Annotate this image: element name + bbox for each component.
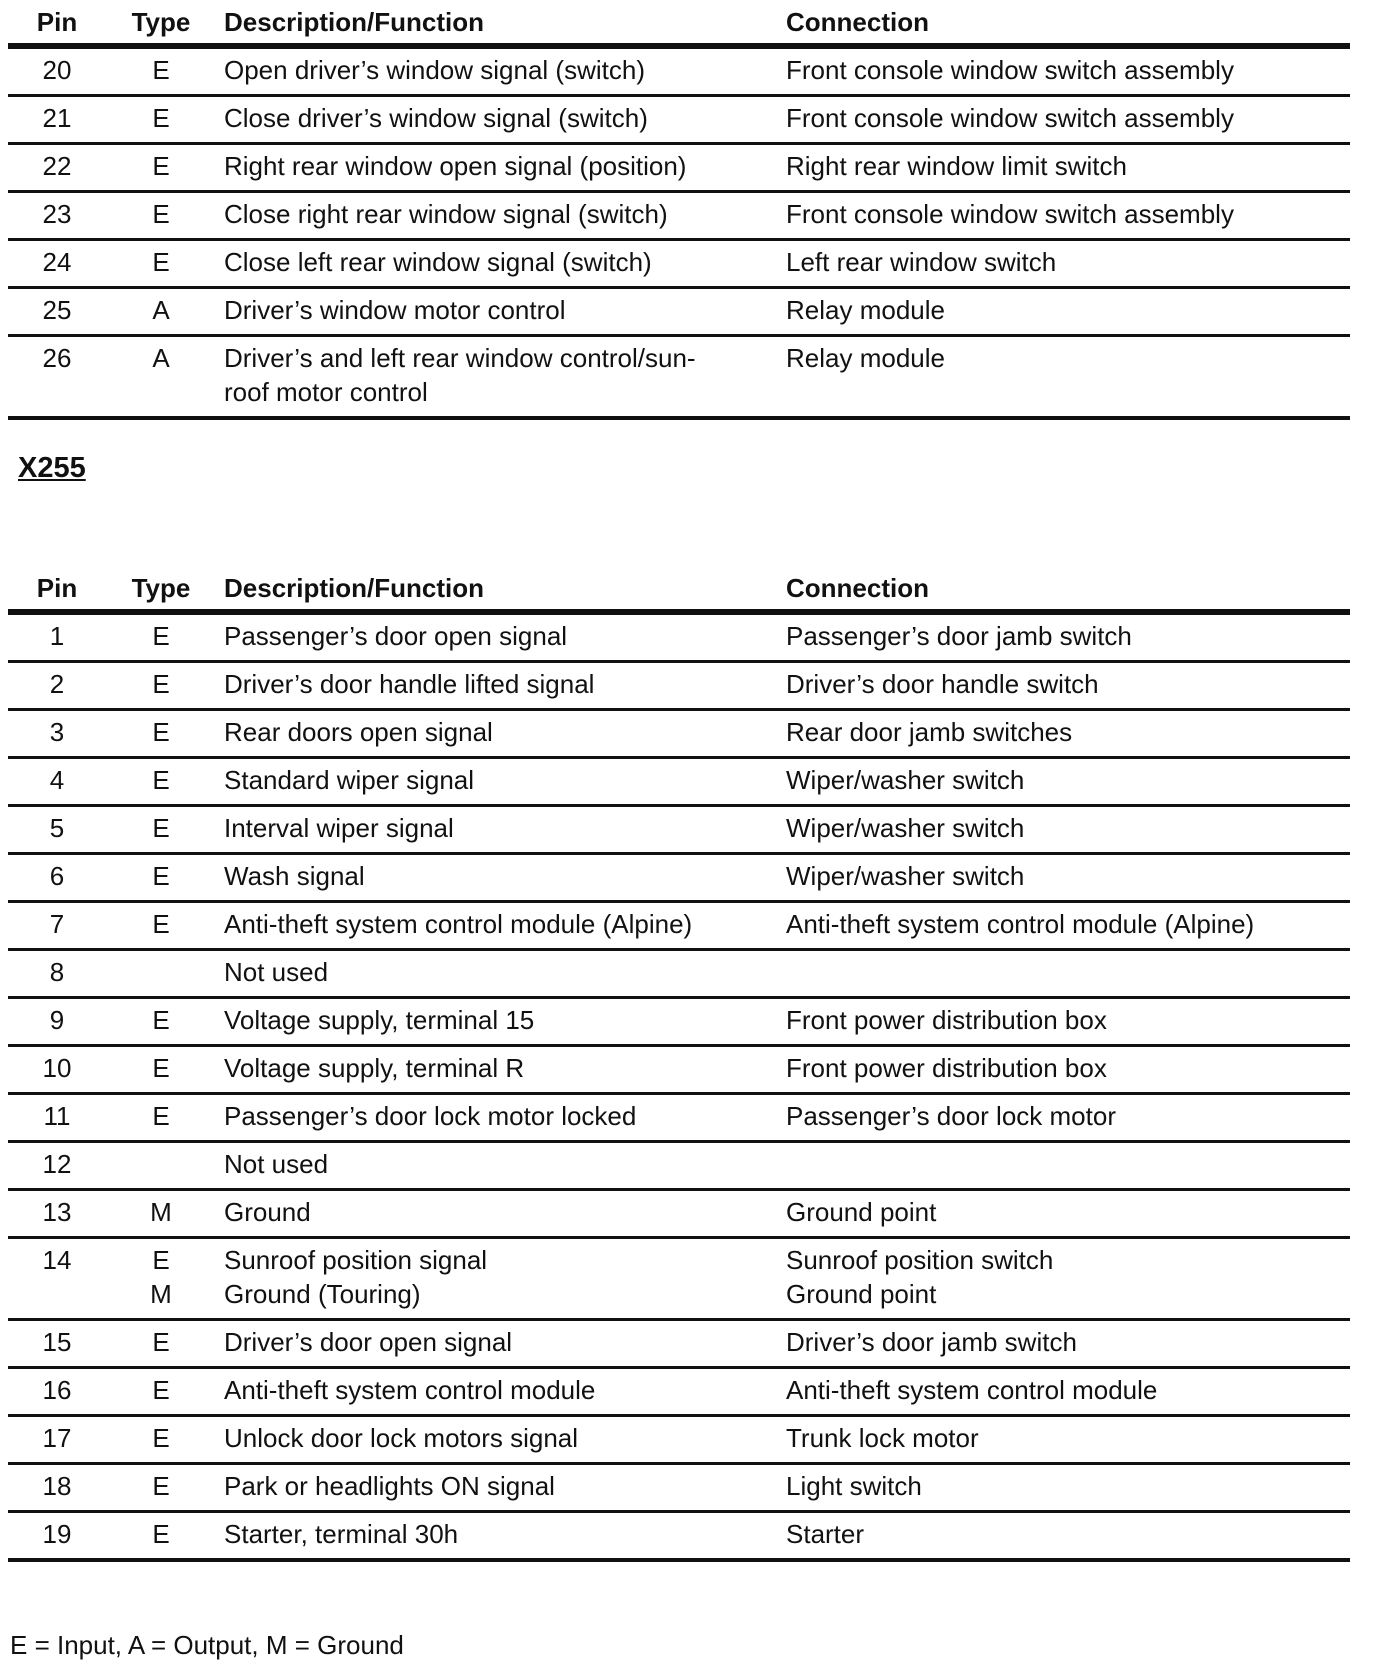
pin-connection: Wiper/washer switch [776,806,1350,854]
pin-type: E [106,710,216,758]
pin-description: Anti-theft system control module (Alpine) [216,902,776,950]
pin-connection-line: Sunroof position switch [786,1245,1054,1275]
pin-type [106,1142,216,1190]
pin-connection: Passenger’s door jamb switch [776,612,1350,662]
pin-connection: Ground point [776,1190,1350,1238]
table-row [8,46,1350,96]
pin-description-line: Ground (Touring) [224,1279,421,1309]
pin-number: 3 [8,710,106,758]
table-row [8,612,1350,662]
pin-number: 8 [8,950,106,998]
pin-type: E [106,1512,216,1561]
pin-number: 5 [8,806,106,854]
table-row [8,1320,1350,1368]
pin-type: E [106,96,216,144]
pin-connection: Anti-theft system control module [776,1368,1350,1416]
header-type: Type [106,566,216,612]
pin-description: Open driver’s window signal (switch) [216,46,776,96]
type-legend: E = Input, A = Output, M = Ground [10,1630,404,1660]
table-row [8,1368,1350,1416]
pin-description: Rear doors open signal [216,710,776,758]
pin-number: 4 [8,758,106,806]
pin-number: 10 [8,1046,106,1094]
pin-number: 22 [8,144,106,192]
pin-number: 20 [8,46,106,96]
pin-connection: Relay module [776,288,1350,336]
table-row [8,1190,1350,1238]
pin-type: E [106,1464,216,1512]
table-row [8,854,1350,902]
pin-description: Ground [216,1190,776,1238]
pin-type: E [106,806,216,854]
table-row [8,1512,1350,1561]
pin-number: 1 [8,612,106,662]
pin-description-line: roof motor control [224,377,428,407]
pin-number: 15 [8,1320,106,1368]
pin-connection: Driver’s door jamb switch [776,1320,1350,1368]
pin-type: E [106,998,216,1046]
pin-type: E [106,1416,216,1464]
pin-type: A [106,336,216,419]
pin-type: E [106,902,216,950]
pin-connection: Passenger’s door lock motor [776,1094,1350,1142]
table-row [8,950,1350,998]
pin-description: Starter, terminal 30h [216,1512,776,1561]
pin-connection: Front power distribution box [776,1046,1350,1094]
table-row [8,902,1350,950]
pin-number: 16 [8,1368,106,1416]
pin-description: Right rear window open signal (position) [216,144,776,192]
pin-type: E [106,1368,216,1416]
pin-connection: Wiper/washer switch [776,854,1350,902]
pin-table-continued [8,0,1350,420]
table-row [8,1046,1350,1094]
header-type: Type [106,0,216,46]
pin-number: 7 [8,902,106,950]
pin-number: 26 [8,336,106,419]
header-pin: Pin [8,0,106,46]
pin-connection: Light switch [776,1464,1350,1512]
pin-description: Passenger’s door lock motor locked [216,1094,776,1142]
pin-number: 9 [8,998,106,1046]
pin-connection: Relay module [776,336,1350,419]
table-row [8,1416,1350,1464]
pin-type-line: E [152,1245,170,1275]
pin-description: Driver’s window motor control [216,288,776,336]
pin-connection: Front power distribution box [776,998,1350,1046]
pin-number: 24 [8,240,106,288]
pin-description-line: Driver’s and left rear window control/sun- [224,343,696,373]
pin-description: Interval wiper signal [216,806,776,854]
pin-number: 23 [8,192,106,240]
pin-connection: Left rear window switch [776,240,1350,288]
header-connection: Connection [776,566,1350,612]
header-pin: Pin [8,566,106,612]
pin-connection: Rear door jamb switches [776,710,1350,758]
pin-table-x255 [8,566,1350,1562]
pin-connection: Trunk lock motor [776,1416,1350,1464]
pin-description: Voltage supply, terminal R [216,1046,776,1094]
pin-number: 17 [8,1416,106,1464]
pin-type: E [106,612,216,662]
table-row [8,710,1350,758]
pin-connection: Front console window switch assembly [776,96,1350,144]
pin-description: Unlock door lock motors signal [216,1416,776,1464]
pin-type: A [106,288,216,336]
pin-description-line: Sunroof position signal [224,1245,488,1275]
pin-description: Close right rear window signal (switch) [216,192,776,240]
table-row [8,288,1350,336]
pin-connection: Right rear window limit switch [776,144,1350,192]
pin-number: 12 [8,1142,106,1190]
header-description: Description/Function [216,566,776,612]
pin-description: Close driver’s window signal (switch) [216,96,776,144]
table-row [8,998,1350,1046]
pin-type: E [106,854,216,902]
pin-number: 2 [8,662,106,710]
pin-type: E [106,758,216,806]
table-row [8,758,1350,806]
pin-description: Wash signal [216,854,776,902]
pin-number: 19 [8,1512,106,1561]
pin-connection [776,950,1350,998]
pin-connection [776,1238,1350,1320]
pin-connection-line: Ground point [786,1279,937,1309]
pin-type-line: M [150,1279,172,1309]
pin-number: 25 [8,288,106,336]
pin-number: 13 [8,1190,106,1238]
pin-type: E [106,192,216,240]
table-row [8,96,1350,144]
pin-number: 18 [8,1464,106,1512]
pin-connection [776,1142,1350,1190]
pin-type: E [106,1046,216,1094]
pin-description [216,1238,776,1320]
pin-description: Not used [216,1142,776,1190]
pin-type: E [106,1094,216,1142]
table-row [8,240,1350,288]
pin-description: Passenger’s door open signal [216,612,776,662]
pin-number: 6 [8,854,106,902]
table-row [8,192,1350,240]
pin-description: Close left rear window signal (switch) [216,240,776,288]
pin-type: E [106,1320,216,1368]
pin-type [106,950,216,998]
pin-description: Standard wiper signal [216,758,776,806]
pin-description [216,336,776,419]
pin-description: Driver’s door handle lifted signal [216,662,776,710]
pin-type: E [106,240,216,288]
table-row [8,144,1350,192]
pin-description: Not used [216,950,776,998]
pin-type: E [106,46,216,96]
pin-connection: Front console window switch assembly [776,192,1350,240]
pin-type: E [106,144,216,192]
connector-section-title: X255 [18,452,86,484]
table-row [8,1464,1350,1512]
pin-connection: Anti-theft system control module (Alpine) [776,902,1350,950]
pin-number: 14 [8,1238,106,1320]
header-description: Description/Function [216,0,776,46]
pin-connection: Driver’s door handle switch [776,662,1350,710]
pin-type: M [106,1190,216,1238]
pin-number: 21 [8,96,106,144]
pin-description: Voltage supply, terminal 15 [216,998,776,1046]
pin-type [106,1238,216,1320]
pin-connection: Wiper/washer switch [776,758,1350,806]
table-row [8,662,1350,710]
table-row [8,336,1350,419]
header-connection: Connection [776,0,1350,46]
pin-type: E [106,662,216,710]
table-row [8,1238,1350,1320]
pin-description: Anti-theft system control module [216,1368,776,1416]
pin-description: Park or headlights ON signal [216,1464,776,1512]
table-row [8,1142,1350,1190]
pin-connection: Front console window switch assembly [776,46,1350,96]
table-header-row [8,566,1350,612]
pin-description: Driver’s door open signal [216,1320,776,1368]
table-row [8,1094,1350,1142]
table-row [8,806,1350,854]
pin-number: 11 [8,1094,106,1142]
table-header-row [8,0,1350,46]
pin-connection: Starter [776,1512,1350,1561]
